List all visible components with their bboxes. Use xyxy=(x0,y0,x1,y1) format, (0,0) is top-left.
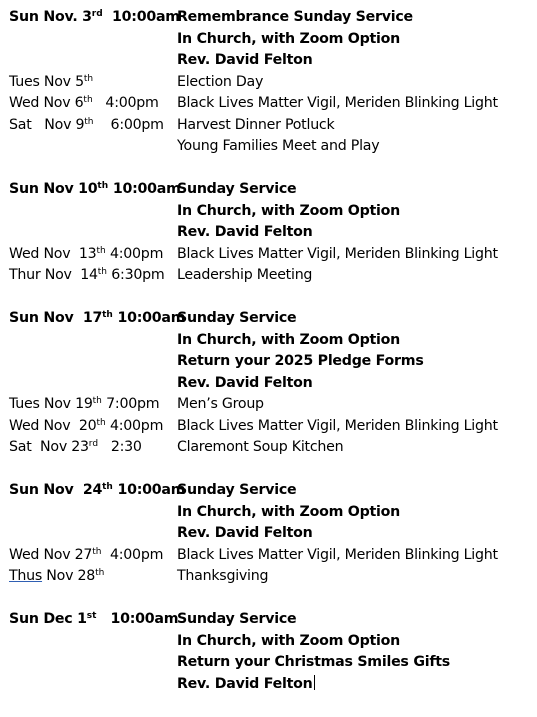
event-date xyxy=(9,222,177,244)
schedule-line xyxy=(9,136,531,158)
event-date xyxy=(9,566,177,588)
schedule-line xyxy=(9,7,531,29)
event-date xyxy=(9,201,177,223)
schedule-line xyxy=(9,244,531,266)
schedule-line xyxy=(9,222,531,244)
event-date xyxy=(9,29,177,51)
date-ordinal-suffix: th xyxy=(97,267,107,277)
event-date xyxy=(9,93,177,115)
schedule-line xyxy=(9,394,531,416)
event-date xyxy=(9,674,177,696)
event-description xyxy=(177,222,531,244)
schedule-line xyxy=(9,50,531,72)
event-description-text: Thanksgiving xyxy=(177,568,269,584)
event-description xyxy=(177,72,531,94)
event-description-text: Return your 2025 Pledge Forms xyxy=(177,353,424,369)
date-ordinal-suffix: th xyxy=(97,181,109,191)
event-description xyxy=(177,308,531,330)
date-text: Wed Nov 27 xyxy=(9,546,93,563)
date-text: Sat Nov 9 xyxy=(9,116,85,133)
event-description xyxy=(177,265,531,287)
event-description-text: In Church, with Zoom Option xyxy=(177,331,401,348)
event-date xyxy=(9,394,177,416)
event-description-text: Sunday Service xyxy=(177,310,297,326)
date-text: Wed Nov 6 xyxy=(9,95,84,111)
date-text: Sun Dec 1 xyxy=(9,611,87,627)
event-description xyxy=(177,674,531,696)
schedule-line xyxy=(9,523,531,545)
event-description xyxy=(177,502,531,524)
event-date xyxy=(9,244,177,266)
schedule-line xyxy=(9,308,531,330)
event-date xyxy=(9,480,186,502)
schedule-line xyxy=(9,330,531,352)
schedule-line xyxy=(9,265,531,287)
event-description xyxy=(177,566,531,588)
event-date xyxy=(9,631,177,653)
schedule-line xyxy=(9,179,531,201)
event-description-text: Election Day xyxy=(177,73,264,90)
event-date xyxy=(9,373,177,395)
date-text: Sun Nov. 3 xyxy=(9,9,92,25)
schedule-line xyxy=(9,115,531,137)
date-ordinal-suffix: st xyxy=(86,611,97,621)
event-time: 6:30pm xyxy=(107,267,165,283)
date-text: Wed Nov 20 xyxy=(9,417,97,434)
schedule-line xyxy=(9,480,531,502)
date-ordinal-suffix: th xyxy=(92,546,102,557)
event-date xyxy=(9,351,177,373)
date-ordinal-suffix: th xyxy=(83,95,93,105)
event-date xyxy=(9,265,177,287)
event-date xyxy=(9,416,177,438)
schedule-line xyxy=(9,502,531,524)
event-description xyxy=(177,201,531,223)
schedule-line xyxy=(9,416,531,438)
date-ordinal-suffix: th xyxy=(95,568,105,578)
event-schedule xyxy=(9,7,531,695)
date-ordinal-suffix: th xyxy=(96,245,106,256)
event-description xyxy=(177,394,531,416)
event-description xyxy=(177,50,531,72)
event-date xyxy=(9,308,186,330)
event-description-text: In Church, with Zoom Option xyxy=(177,503,401,520)
event-description-text: Remembrance Sunday Service xyxy=(177,9,413,25)
event-description xyxy=(177,115,531,137)
date-ordinal-suffix: th xyxy=(84,116,94,127)
event-description-text: Leadership Meeting xyxy=(177,267,313,283)
schedule-line xyxy=(9,566,531,588)
event-description xyxy=(177,437,531,459)
schedule-line xyxy=(9,652,531,674)
date-ordinal-suffix: rd xyxy=(91,9,103,19)
schedule-line xyxy=(9,29,531,51)
event-date xyxy=(9,545,177,567)
event-description xyxy=(177,523,531,545)
event-description xyxy=(177,609,531,631)
event-description xyxy=(177,136,531,158)
event-time: 4:00pm xyxy=(101,546,164,563)
date-text: Sun Nov 24 xyxy=(9,482,103,498)
event-time: 10:00am xyxy=(96,611,179,627)
schedule-line xyxy=(9,674,531,696)
event-time: 10:00am xyxy=(102,9,180,25)
schedule-line xyxy=(9,373,531,395)
event-description-text: Harvest Dinner Potluck xyxy=(177,116,335,133)
text-cursor xyxy=(314,675,315,690)
event-description-text: Rev. David Felton xyxy=(177,525,313,541)
event-date xyxy=(9,652,177,674)
date-text: Sat Nov 23 xyxy=(9,439,89,455)
schedule-line xyxy=(9,201,531,223)
date-text: Tues Nov 19 xyxy=(9,396,93,412)
event-date xyxy=(9,179,181,201)
event-date xyxy=(9,136,177,158)
date-ordinal-suffix: rd xyxy=(88,439,99,449)
event-description xyxy=(177,179,531,201)
event-description-text: Rev. David Felton xyxy=(177,374,313,391)
event-time: 10:00am xyxy=(112,310,186,326)
event-description xyxy=(177,244,531,266)
schedule-line xyxy=(9,351,531,373)
event-description-text: Sunday Service xyxy=(177,611,297,627)
date-ordinal-suffix: th xyxy=(83,73,94,84)
event-date xyxy=(9,50,177,72)
date-text: Sun Nov 17 xyxy=(9,310,103,326)
date-text: Tues Nov 5 xyxy=(9,73,84,90)
event-description-text: Black Lives Matter Vigil, Meriden Blinking Light xyxy=(177,417,498,434)
date-ordinal-suffix: th xyxy=(96,417,106,428)
event-description-text: Men’s Group xyxy=(177,396,264,412)
event-description-text: Sunday Service xyxy=(177,181,297,197)
schedule-line xyxy=(9,631,531,653)
date-text: Thur Nov 14 xyxy=(9,267,98,283)
blank-line xyxy=(9,287,531,309)
date-ordinal-suffix: th xyxy=(102,482,113,492)
date-ordinal-suffix: th xyxy=(102,310,113,320)
event-time: 10:00am xyxy=(112,482,186,498)
event-time: 4:00pm xyxy=(92,95,159,111)
event-description-text: Black Lives Matter Vigil, Meriden Blinking Light xyxy=(177,546,498,563)
event-description-text: Rev. David Felton xyxy=(177,52,313,68)
schedule-line xyxy=(9,609,531,631)
date-ordinal-suffix: th xyxy=(92,396,102,406)
blank-line xyxy=(9,459,531,481)
event-description xyxy=(177,330,531,352)
event-description xyxy=(177,373,531,395)
event-description-text: Young Families Meet and Play xyxy=(177,138,380,154)
event-description xyxy=(177,631,531,653)
date-day-misspelled: Thus xyxy=(9,568,43,584)
event-time: 4:00pm xyxy=(105,417,164,434)
schedule-line xyxy=(9,72,531,94)
event-description xyxy=(177,416,531,438)
event-description-text: Black Lives Matter Vigil, Meriden Blinking Light xyxy=(177,95,498,111)
event-description-text: In Church, with Zoom Option xyxy=(177,30,401,47)
event-description-text: In Church, with Zoom Option xyxy=(177,632,401,649)
schedule-line xyxy=(9,545,531,567)
event-description xyxy=(177,652,531,674)
event-time: 10:00am xyxy=(108,181,181,197)
event-description-text: Rev. David Felton xyxy=(177,675,313,692)
event-time: 4:00pm xyxy=(105,245,164,262)
date-text: Nov 28 xyxy=(42,568,96,584)
event-description-text: Rev. David Felton xyxy=(177,224,313,240)
event-date xyxy=(9,502,177,524)
event-time: 7:00pm xyxy=(101,396,160,412)
date-text: Sun Nov 10 xyxy=(9,181,98,197)
event-date xyxy=(9,437,177,459)
event-description-text: Claremont Soup Kitchen xyxy=(177,439,344,455)
event-date xyxy=(9,523,177,545)
event-date xyxy=(9,609,177,631)
schedule-line xyxy=(9,93,531,115)
event-description-text: In Church, with Zoom Option xyxy=(177,202,401,219)
event-date xyxy=(9,72,177,94)
event-date xyxy=(9,330,177,352)
blank-line xyxy=(9,588,531,610)
event-description-text: Sunday Service xyxy=(177,482,297,498)
blank-line xyxy=(9,158,531,180)
event-description xyxy=(177,29,531,51)
event-time: 2:30 xyxy=(98,439,142,455)
event-time: 6:00pm xyxy=(93,116,164,133)
event-description-text: Return your Christmas Smiles Gifts xyxy=(177,654,450,670)
event-description xyxy=(177,93,531,115)
schedule-line xyxy=(9,437,531,459)
event-description xyxy=(177,351,531,373)
event-description xyxy=(177,545,531,567)
event-date xyxy=(9,115,177,137)
event-description-text: Black Lives Matter Vigil, Meriden Blinking Light xyxy=(177,245,498,262)
event-description xyxy=(177,480,531,502)
event-date xyxy=(9,7,180,29)
date-text: Wed Nov 13 xyxy=(9,245,97,262)
event-description xyxy=(177,7,531,29)
